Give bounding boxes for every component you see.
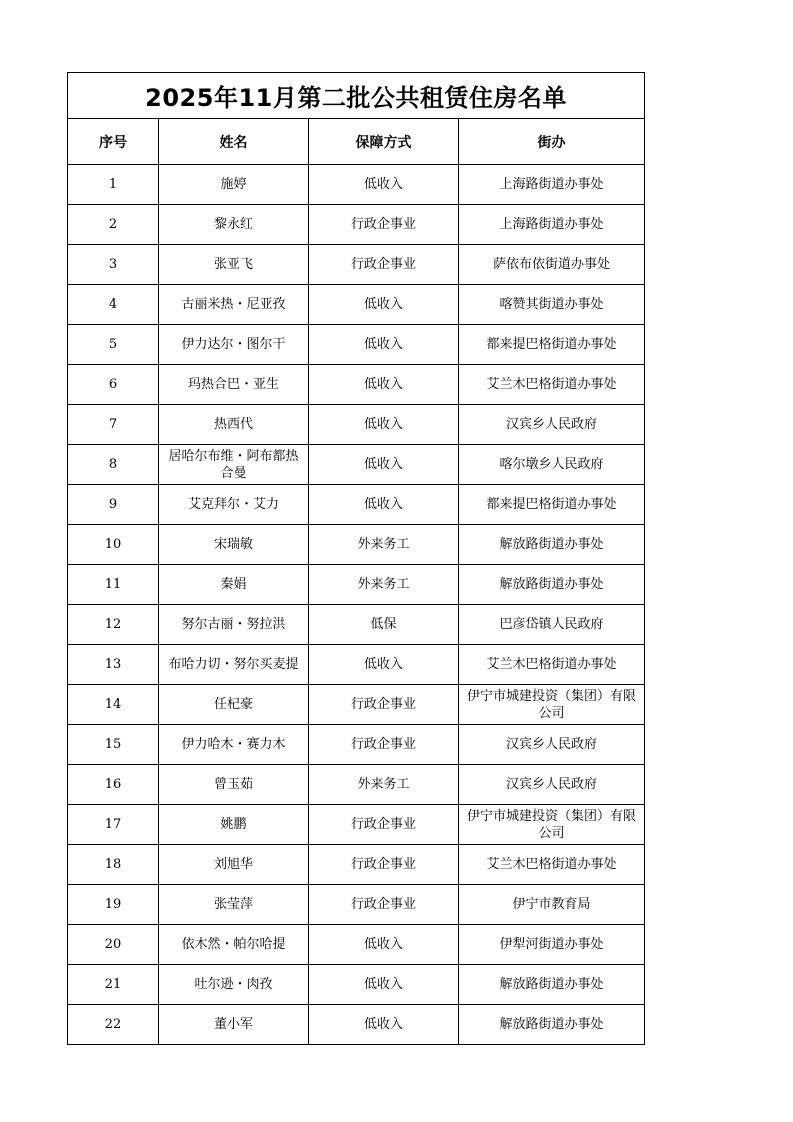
table-row — [68, 885, 645, 925]
table-row — [68, 1005, 645, 1045]
cell-name-text: 董小军 — [213, 1017, 253, 1032]
cell-name-text: 伊力哈木・赛力木 — [181, 737, 286, 752]
cell-serial-number-text: 8 — [108, 457, 118, 472]
rental-housing-list-sheet — [67, 72, 644, 1045]
cell-name-text: 曾玉茹 — [213, 777, 253, 792]
cell-subdistrict-office — [459, 245, 645, 285]
table-row — [68, 765, 645, 805]
cell-serial-number — [68, 645, 159, 685]
cell-serial-number-text: 21 — [104, 977, 122, 992]
header-serial-number: 序号 — [68, 119, 159, 165]
cell-subdistrict-office-text: 上海路街道办事处 — [499, 177, 604, 192]
cell-guarantee-type — [309, 285, 459, 325]
table-row — [68, 285, 645, 325]
cell-subdistrict-office-text: 伊宁市城建投资（集团）有限公司 — [467, 688, 637, 721]
cell-guarantee-type-text: 行政企事业 — [350, 217, 416, 232]
cell-serial-number-text: 3 — [108, 257, 118, 272]
cell-name — [159, 325, 309, 365]
table-row — [68, 925, 645, 965]
cell-name — [159, 405, 309, 445]
cell-subdistrict-office-text: 解放路街道办事处 — [499, 1017, 604, 1032]
cell-serial-number-text: 5 — [108, 337, 118, 352]
cell-serial-number — [68, 285, 159, 325]
cell-serial-number-text: 20 — [104, 937, 122, 952]
cell-serial-number — [68, 485, 159, 525]
table-row — [68, 845, 645, 885]
cell-guarantee-type — [309, 365, 459, 405]
cell-guarantee-type — [309, 205, 459, 245]
cell-subdistrict-office-text: 伊犁河街道办事处 — [499, 937, 604, 952]
cell-name-text: 依木然・帕尔哈提 — [181, 937, 286, 952]
cell-subdistrict-office — [459, 925, 645, 965]
cell-serial-number — [68, 325, 159, 365]
cell-name — [159, 885, 309, 925]
cell-subdistrict-office — [459, 1005, 645, 1045]
cell-serial-number-text: 10 — [104, 537, 122, 552]
cell-name-text: 施婷 — [220, 177, 247, 192]
cell-guarantee-type-text: 低收入 — [363, 657, 403, 672]
cell-subdistrict-office — [459, 645, 645, 685]
cell-name — [159, 525, 309, 565]
cell-serial-number-text: 22 — [104, 1017, 122, 1032]
table-row — [68, 965, 645, 1005]
cell-guarantee-type-text: 行政企事业 — [350, 817, 416, 832]
cell-guarantee-type — [309, 965, 459, 1005]
cell-guarantee-type — [309, 925, 459, 965]
cell-name-text: 姚鹏 — [220, 817, 247, 832]
cell-serial-number-text: 11 — [104, 577, 122, 592]
cell-subdistrict-office — [459, 765, 645, 805]
cell-serial-number-text: 18 — [104, 857, 122, 872]
cell-name — [159, 685, 309, 725]
cell-serial-number — [68, 365, 159, 405]
cell-name — [159, 565, 309, 605]
cell-subdistrict-office-text: 解放路街道办事处 — [499, 537, 604, 552]
table-row — [68, 685, 645, 725]
table-row — [68, 565, 645, 605]
cell-guarantee-type — [309, 325, 459, 365]
cell-subdistrict-office — [459, 725, 645, 765]
cell-guarantee-type-text: 低收入 — [363, 457, 403, 472]
cell-name — [159, 165, 309, 205]
cell-subdistrict-office — [459, 325, 645, 365]
cell-guarantee-type — [309, 605, 459, 645]
cell-guarantee-type — [309, 405, 459, 445]
cell-name — [159, 645, 309, 685]
cell-name — [159, 245, 309, 285]
cell-name-text: 热西代 — [213, 417, 253, 432]
cell-subdistrict-office-text: 巴彦岱镇人民政府 — [499, 617, 604, 632]
cell-name-text: 黎永红 — [213, 217, 253, 232]
cell-guarantee-type — [309, 885, 459, 925]
cell-name-text: 张亚飞 — [213, 257, 253, 272]
cell-serial-number-text: 2 — [108, 217, 118, 232]
header-name: 姓名 — [159, 119, 309, 165]
rental-housing-table — [67, 72, 645, 1045]
cell-subdistrict-office-text: 上海路街道办事处 — [499, 217, 604, 232]
cell-serial-number — [68, 405, 159, 445]
cell-subdistrict-office — [459, 485, 645, 525]
cell-name-text: 吐尔逊・肉孜 — [194, 977, 273, 992]
cell-subdistrict-office — [459, 445, 645, 485]
cell-name — [159, 205, 309, 245]
cell-guarantee-type-text: 行政企事业 — [350, 897, 416, 912]
cell-name-text: 刘旭华 — [213, 857, 253, 872]
table-row — [68, 365, 645, 405]
cell-guarantee-type-text: 低保 — [370, 617, 397, 632]
cell-name — [159, 965, 309, 1005]
cell-serial-number-text: 4 — [108, 297, 118, 312]
table-header-row — [68, 119, 645, 165]
table-row — [68, 405, 645, 445]
cell-subdistrict-office — [459, 965, 645, 1005]
cell-serial-number — [68, 165, 159, 205]
cell-subdistrict-office-text: 喀赞其街道办事处 — [499, 297, 604, 312]
cell-name-text: 居哈尔布维・阿布都热合曼 — [168, 448, 299, 481]
cell-subdistrict-office-text: 艾兰木巴格街道办事处 — [486, 857, 617, 872]
table-row — [68, 325, 645, 365]
cell-subdistrict-office-text: 艾兰木巴格街道办事处 — [486, 657, 617, 672]
cell-guarantee-type — [309, 645, 459, 685]
cell-name-text: 任杞豪 — [213, 697, 253, 712]
cell-serial-number — [68, 565, 159, 605]
table-row — [68, 525, 645, 565]
cell-name — [159, 725, 309, 765]
cell-serial-number — [68, 765, 159, 805]
cell-subdistrict-office-text: 解放路街道办事处 — [499, 577, 604, 592]
cell-serial-number-text: 7 — [108, 417, 118, 432]
cell-subdistrict-office-text: 解放路街道办事处 — [499, 977, 604, 992]
cell-subdistrict-office-text: 喀尔墩乡人民政府 — [499, 457, 604, 472]
cell-guarantee-type-text: 行政企事业 — [350, 257, 416, 272]
cell-name-text: 艾克拜尔・艾力 — [187, 497, 279, 512]
cell-guarantee-type — [309, 165, 459, 205]
table-title: 2025年11月第二批公共租赁住房名单 — [68, 73, 645, 119]
table-row — [68, 605, 645, 645]
cell-subdistrict-office — [459, 885, 645, 925]
table-body — [68, 165, 645, 1045]
cell-subdistrict-office — [459, 405, 645, 445]
cell-guarantee-type-text: 低收入 — [363, 297, 403, 312]
cell-guarantee-type-text: 低收入 — [363, 377, 403, 392]
cell-name-text: 古丽米热・尼亚孜 — [181, 297, 286, 312]
cell-serial-number-text: 6 — [108, 377, 118, 392]
cell-name — [159, 925, 309, 965]
cell-serial-number-text: 15 — [104, 737, 122, 752]
cell-subdistrict-office — [459, 685, 645, 725]
cell-subdistrict-office-text: 都来提巴格街道办事处 — [486, 337, 617, 352]
cell-subdistrict-office-text: 萨依布依街道办事处 — [493, 257, 611, 272]
cell-name-text: 宋瑞敏 — [213, 537, 253, 552]
cell-name-text: 秦娟 — [220, 577, 247, 592]
table-row — [68, 245, 645, 285]
cell-serial-number — [68, 725, 159, 765]
cell-name-text: 张莹萍 — [213, 897, 253, 912]
table-row — [68, 645, 645, 685]
cell-guarantee-type — [309, 845, 459, 885]
cell-serial-number-text: 17 — [104, 817, 122, 832]
cell-serial-number — [68, 525, 159, 565]
cell-subdistrict-office-text: 伊宁市城建投资（集团）有限公司 — [467, 808, 637, 841]
cell-serial-number — [68, 245, 159, 285]
header-subdistrict-office: 街办 — [459, 119, 645, 165]
table-row — [68, 725, 645, 765]
cell-guarantee-type — [309, 565, 459, 605]
cell-subdistrict-office — [459, 165, 645, 205]
cell-subdistrict-office-text: 艾兰木巴格街道办事处 — [486, 377, 617, 392]
cell-serial-number — [68, 605, 159, 645]
cell-name — [159, 805, 309, 845]
cell-guarantee-type-text: 低收入 — [363, 937, 403, 952]
cell-subdistrict-office — [459, 525, 645, 565]
cell-guarantee-type-text: 低收入 — [363, 337, 403, 352]
cell-guarantee-type-text: 行政企事业 — [350, 697, 416, 712]
cell-name — [159, 445, 309, 485]
cell-name — [159, 605, 309, 645]
cell-guarantee-type-text: 行政企事业 — [350, 857, 416, 872]
cell-serial-number — [68, 925, 159, 965]
cell-serial-number — [68, 1005, 159, 1045]
cell-serial-number-text: 19 — [104, 897, 122, 912]
cell-name-text: 玛热合巴・亚生 — [187, 377, 279, 392]
table-row — [68, 165, 645, 205]
cell-name — [159, 1005, 309, 1045]
cell-guarantee-type-text: 低收入 — [363, 177, 403, 192]
cell-name — [159, 845, 309, 885]
cell-subdistrict-office — [459, 565, 645, 605]
cell-guarantee-type — [309, 685, 459, 725]
cell-serial-number-text: 1 — [108, 177, 118, 192]
cell-guarantee-type-text: 外来务工 — [357, 777, 410, 792]
cell-guarantee-type — [309, 765, 459, 805]
cell-serial-number-text: 12 — [104, 617, 122, 632]
cell-name — [159, 765, 309, 805]
cell-serial-number-text: 13 — [104, 657, 122, 672]
cell-name-text: 布哈力切・努尔买麦提 — [168, 657, 299, 672]
table-row — [68, 805, 645, 845]
cell-guarantee-type-text: 外来务工 — [357, 537, 410, 552]
cell-serial-number — [68, 685, 159, 725]
cell-serial-number — [68, 885, 159, 925]
cell-guarantee-type-text: 低收入 — [363, 1017, 403, 1032]
table-row — [68, 485, 645, 525]
cell-guarantee-type — [309, 725, 459, 765]
cell-subdistrict-office-text: 汉宾乡人民政府 — [506, 777, 598, 792]
cell-guarantee-type — [309, 245, 459, 285]
header-guarantee-type: 保障方式 — [309, 119, 459, 165]
cell-subdistrict-office-text: 都来提巴格街道办事处 — [486, 497, 617, 512]
table-row — [68, 205, 645, 245]
cell-guarantee-type-text: 外来务工 — [357, 577, 410, 592]
cell-subdistrict-office — [459, 205, 645, 245]
cell-guarantee-type — [309, 525, 459, 565]
cell-guarantee-type — [309, 485, 459, 525]
cell-name-text: 努尔古丽・努拉洪 — [181, 617, 286, 632]
cell-guarantee-type — [309, 805, 459, 845]
cell-name-text: 伊力达尔・图尔干 — [181, 337, 286, 352]
cell-subdistrict-office — [459, 285, 645, 325]
cell-serial-number — [68, 805, 159, 845]
cell-serial-number-text: 9 — [108, 497, 118, 512]
cell-serial-number — [68, 845, 159, 885]
cell-serial-number — [68, 205, 159, 245]
cell-subdistrict-office-text: 汉宾乡人民政府 — [506, 417, 598, 432]
table-row — [68, 445, 645, 485]
cell-guarantee-type-text: 低收入 — [363, 497, 403, 512]
cell-name — [159, 285, 309, 325]
cell-guarantee-type — [309, 445, 459, 485]
cell-subdistrict-office-text: 伊宁市教育局 — [512, 897, 591, 912]
cell-subdistrict-office-text: 汉宾乡人民政府 — [506, 737, 598, 752]
cell-guarantee-type — [309, 1005, 459, 1045]
cell-guarantee-type-text: 低收入 — [363, 977, 403, 992]
cell-serial-number-text: 16 — [104, 777, 122, 792]
cell-serial-number — [68, 445, 159, 485]
cell-subdistrict-office — [459, 845, 645, 885]
cell-subdistrict-office — [459, 605, 645, 645]
cell-guarantee-type-text: 行政企事业 — [350, 737, 416, 752]
cell-serial-number — [68, 965, 159, 1005]
cell-name — [159, 365, 309, 405]
cell-name — [159, 485, 309, 525]
cell-subdistrict-office — [459, 805, 645, 845]
cell-guarantee-type-text: 低收入 — [363, 417, 403, 432]
cell-subdistrict-office — [459, 365, 645, 405]
cell-serial-number-text: 14 — [104, 697, 122, 712]
